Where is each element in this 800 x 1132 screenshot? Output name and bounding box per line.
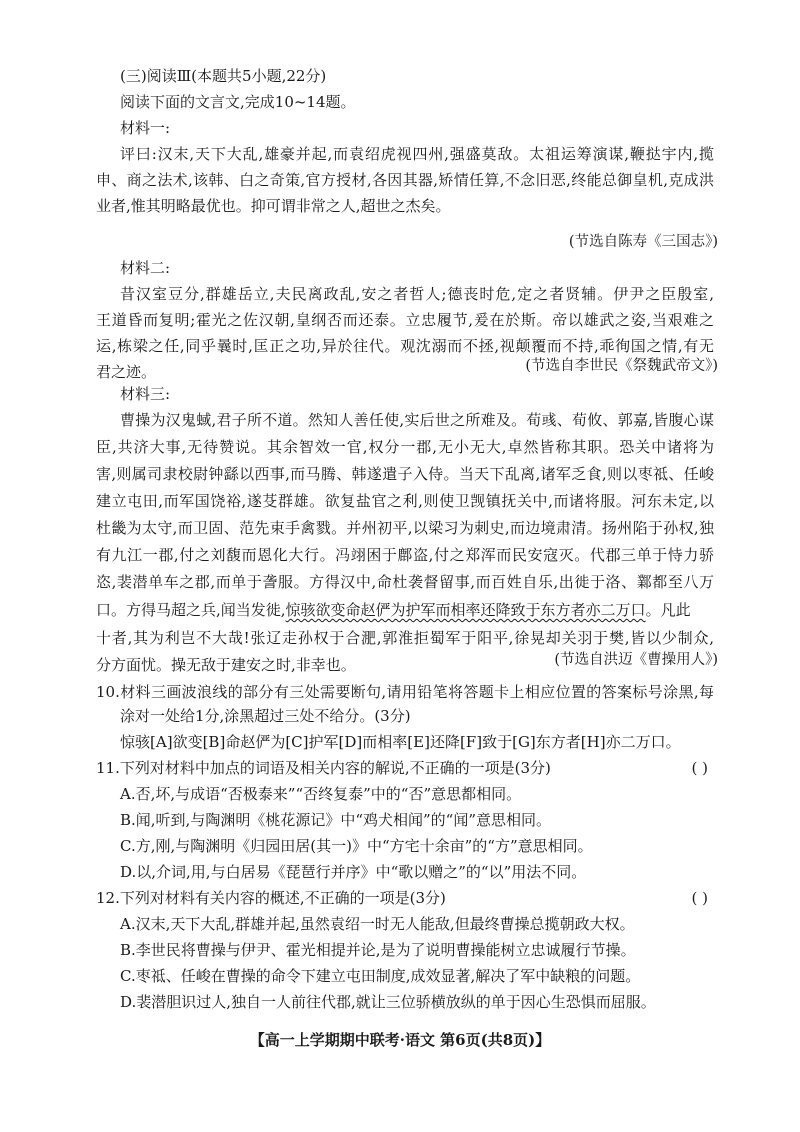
section-instruction: 阅读下面的文言文,完成10~14题。 — [120, 93, 356, 111]
q10-answer-mark: [C] — [285, 733, 309, 751]
material3-line: 杜畿为太守,而卫固、范先束手禽戮。并州初平,以梁习为刺史,而边境肃清。扬州陷于孙权,独 — [96, 519, 714, 537]
material3-line: 建立屯田,而军国饶裕,遂芟群雄。欲复盐官之利,则使卫觊镇抚关中,而诸将服。河东未定,以 — [96, 492, 714, 510]
q11-option: D.以,介词,用,与白居易《琵琶行并序》中“歌以赠之”的“以”用法不同。 — [120, 863, 587, 881]
material3-line-tail: 。凡此 — [645, 601, 691, 619]
material1-label: 材料一: — [120, 119, 171, 137]
material3-line: 臣,共济大事,无待赞说。其余智效一官,权分一郡,无小无大,卓然皆称其职。恐关中诸将为 — [96, 438, 714, 456]
material3-line-wavy — [96, 600, 714, 620]
q11-option: A.否,坏,与成语“否极泰来”“否终复泰”中的“否”意思都相同。 — [120, 785, 522, 803]
q10-segment-text: 护军 — [308, 733, 339, 751]
q12-answer-paren: ( ) — [691, 889, 708, 907]
material2-source: (节选自李世民《祭魏武帝文》) — [525, 358, 718, 374]
material2-line: 昔汉室豆分,群雄岳立,夫民离政乱,安之者哲人;德丧时危,定之者贤辅。伊尹之臣殷室, — [120, 285, 714, 303]
q10-segment-text: 亦二万口。 — [605, 733, 681, 751]
q11-answer-paren: ( ) — [691, 759, 708, 777]
q10-stem-line2: 涂对一处给1分,涂黑超过三处不给分。(3分) — [120, 707, 411, 725]
q11-option: B.闻,听到,与陶渊明《桃花源记》中“鸡犬相闻”的“闻”意思相同。 — [120, 811, 552, 829]
q10-segment-text: 致于 — [482, 733, 513, 751]
q10-answer-mark: [G] — [512, 733, 536, 751]
q12-option: C.枣祗、任峻在曹操的命令下建立屯田制度,成效显著,解决了军中缺粮的问题。 — [120, 967, 641, 985]
wavy-underlined-sentence: 惊骇欲变命赵俨为护军而相率还降致于东方者亦二万口 — [285, 601, 646, 619]
material2-label: 材料二: — [120, 259, 171, 277]
q10-answer-mark: [E] — [407, 733, 430, 751]
q10-answer-mark: [D] — [338, 733, 363, 751]
q10-segment-text: 还降 — [429, 733, 460, 751]
material3-line-head: 口。方得马超之兵,闻当发徙, — [96, 601, 286, 619]
q10-answer-mark: [A] — [150, 733, 173, 751]
material3-line: 分方面忧。操无敌于建安之时,非幸也。 — [96, 656, 356, 674]
q11-stem: 11.下列对材料中加点的词语及相关内容的解说,不正确的一项是(3分) — [96, 759, 551, 777]
material1-line: 业者,惟其明略最优也。抑可谓非常之人,超世之杰矣。 — [96, 197, 451, 215]
material1-source: (节选自陈寿《三国志》) — [568, 234, 718, 250]
q12-option: D.裴潜胆识过人,独自一人前往代郡,就让三位骄横放纵的单于因心生恐惧而屈服。 — [120, 993, 656, 1011]
material2-line: 君之迹。 — [96, 363, 157, 381]
q12-stem: 12.下列对材料有关内容的概述,不正确的一项是(3分) — [96, 889, 446, 907]
page-footer: 【高一上学期期中联考·语文 第6页(共8页)】 — [249, 1031, 551, 1049]
q10-segment-text: 欲变 — [172, 733, 203, 751]
section-title: (三)阅读Ⅲ(本题共5小题,22分) — [120, 67, 327, 85]
material1-line: 评曰:汉末,天下大乱,雄豪并起,而袁绍虎视四州,强盛莫敌。太祖运筹演谋,鞭挞宇内,揽 — [120, 145, 714, 163]
q12-option: A.汉末,天下大乱,群雄并起,虽然袁绍一时无人能敌,但最终曹操总揽朝政大权。 — [120, 915, 635, 933]
material3-label: 材料三: — [120, 385, 171, 403]
q10-segment-text: 东方者 — [535, 733, 581, 751]
q12-option: B.李世民将曹操与伊尹、霍光相提并论,是为了说明曹操能树立忠诚履行节操。 — [120, 941, 636, 959]
material3-line: 曹操为汉鬼蜮,君子所不道。然知人善任使,实后世之所难及。荀彧、荀攸、郭嘉,皆腹心谋 — [120, 411, 714, 429]
q10-answer-mark: [B] — [202, 733, 226, 751]
material2-line: 王道昏而复明;霍光之佐汉朝,皇纲否而还泰。立忠履节,爰在於斯。帝以雄武之姿,当艰难之 — [96, 311, 714, 329]
material3-source: (节选自洪迈《曹操用人》) — [554, 652, 718, 668]
q10-stem-line1: 10.材料三画波浪线的部分有三处需要断句,请用铅笔将答题卡上相应位置的答案标号涂黑,每 — [96, 683, 714, 701]
q11-option: C.方,刚,与陶渊明《归园田居(其一)》中“方宅十余亩”的“方”意思相同。 — [120, 837, 593, 855]
q10-segment-text: 命赵俨为 — [225, 733, 286, 751]
material3-line: 恣,裴潜单车之郡,而单于詟服。方得汉中,命杜袭督留事,而百姓自乐,出徙于洛、鄴都至八万 — [96, 573, 714, 591]
material2-line: 运,栋梁之任,同乎曩时,匡正之功,异於往代。观沈溺而不拯,视颠覆而不持,乖徇国之情,有无 — [96, 337, 714, 355]
material3-line: 害,则属司隶校尉钟繇以西事,而马腾、韩遂遣子入侍。当天下乱离,诸军乏食,则以枣祗、任峻 — [96, 465, 714, 483]
q10-segment-text: 惊骇 — [120, 733, 151, 751]
material3-line: 有九江一郡,付之刘馥而恩化大行。冯翊困于鄜盗,付之郑浑而民安寇灭。代郡三单于恃力骄 — [96, 546, 714, 564]
q10-answer-mark: [H] — [580, 733, 606, 751]
q10-segment-text: 而相率 — [362, 733, 408, 751]
q10-answer-mark: [F] — [459, 733, 483, 751]
q10-segmentation — [120, 732, 681, 752]
material3-line: 十者,其为利岂不大哉!张辽走孙权于合淝,郭淮拒蜀军于阳平,徐晃却关羽于樊,皆以少制众, — [96, 629, 714, 647]
material1-line: 申、商之法术,该韩、白之奇策,官方授材,各因其器,矫情任算,不念旧恶,终能总御皇机,克成洪 — [96, 171, 714, 189]
